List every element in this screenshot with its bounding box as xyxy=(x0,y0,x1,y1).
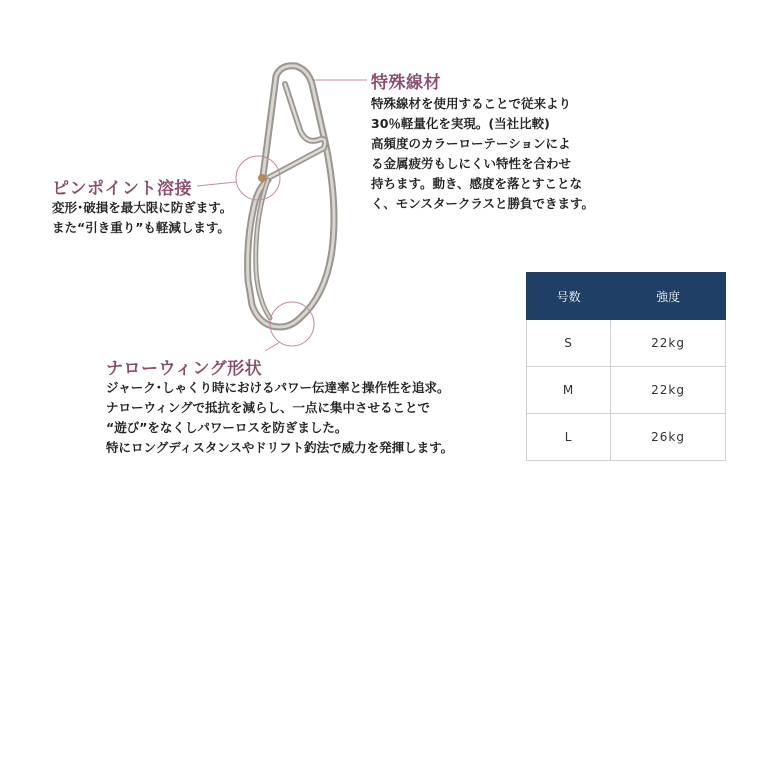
feature-wire-description xyxy=(371,94,594,214)
spec-cell-strength: 22kg xyxy=(611,367,726,414)
spec-cell-size: M xyxy=(527,367,611,414)
feature-wire-title: 特殊線材 xyxy=(371,73,441,93)
feature-narrow-wing-line: ジャーク･しゃくり時におけるパワー伝達率と操作性を追求。 xyxy=(106,380,450,395)
feature-narrow-wing-line: “遊び”をなくしパワーロスを防ぎました。 xyxy=(106,420,348,435)
feature-narrow-wing-title: ナローウィング形状 xyxy=(106,359,263,379)
feature-wire-line: る金属疲労もしにくい特性を合わせ xyxy=(371,156,572,171)
snap-illustration xyxy=(248,66,334,327)
weld-callout-line xyxy=(197,182,236,186)
feature-weld-line: 変形･破損を最大限に防ぎます。 xyxy=(52,200,233,215)
spec-cell-strength: 22kg xyxy=(611,320,726,367)
feature-weld-description xyxy=(52,198,232,238)
spec-cell-size: L xyxy=(527,414,611,461)
feature-wire-line: 30％軽量化を実現。(当社比較) xyxy=(371,116,550,131)
feature-wire-line: 持ちます。動き、感度を落とすことな xyxy=(371,176,583,191)
spec-cell-strength: 26kg xyxy=(611,414,726,461)
spec-table xyxy=(526,272,726,461)
feature-wire-line: 特殊線材を使用することで従来より xyxy=(371,96,572,111)
spec-cell-size: S xyxy=(527,320,611,367)
feature-narrow-wing-line: 特にロングディスタンスやドリフト釣法で威力を発揮します。 xyxy=(106,440,454,455)
table-row xyxy=(527,367,726,414)
narrow-wing-callout-line xyxy=(265,342,280,351)
feature-wire-line: く、モンスタークラスと勝負できます。 xyxy=(371,196,595,211)
feature-weld-title: ピンポイント溶接 xyxy=(52,179,192,199)
spec-table-header-row xyxy=(527,273,726,320)
feature-narrow-wing-description xyxy=(106,378,453,458)
spec-header-size: 号数 xyxy=(527,273,611,320)
table-row xyxy=(527,414,726,461)
feature-weld-line: また“引き重り”も軽減します。 xyxy=(52,220,230,235)
spec-header-strength: 強度 xyxy=(611,273,726,320)
table-row xyxy=(527,320,726,367)
feature-narrow-wing-line: ナローウィングで抵抗を減らし、一点に集中させることで xyxy=(106,400,431,415)
weld-spot xyxy=(258,174,266,182)
feature-wire-line: 高頻度のカラーローテーションによ xyxy=(371,136,571,151)
